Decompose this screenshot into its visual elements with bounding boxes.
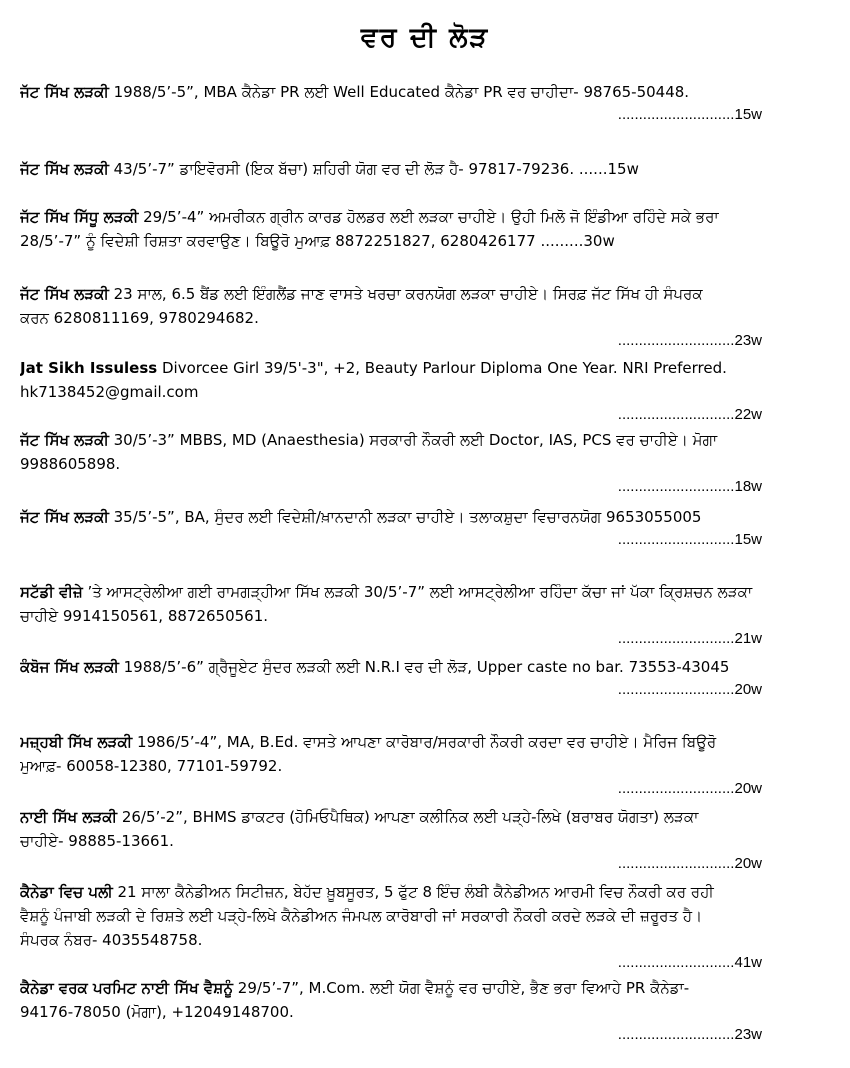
- ad-line: [20, 829, 832, 853]
- ad-text: 30/5’-3” MBBS, MD (Anaesthesia) ਸਰਕਾਰੀ ਨੌਕਰੀ ਲਈ Doctor, IAS, PCS ਵਰ ਚਾਹੀਏ। ਮੋਗਾ: [108, 431, 718, 449]
- ad-text: ਵੈਸ਼ਨੂੰ ਪੰਜਾਬੀ ਲੜਕੀ ਦੇ ਰਿਸ਼ਤੇ ਲਈ ਪੜ੍ਹੇ-ਲਿਖੇ ਕੈਨੇਡੀਅਨ ਜੰਮਪਲ ਕਾਰੋਬਾਰੀ ਜਾਂ ਸਰਕਾਰੀ ਨੌਕਰੀ ਕਰਦੇ ਲੜਕੇ ਦੀ ਜ਼ਰੂਰਤ ਹੈ।: [20, 907, 703, 925]
- ad-line: [20, 730, 832, 754]
- ad-entry: [20, 505, 832, 551]
- ad-entry: [20, 80, 832, 126]
- ad-line: [20, 754, 832, 778]
- ad-heading: ਨਾਈ ਸਿੱਖ ਲੜਕੀ: [20, 808, 118, 826]
- ad-text: 26/5’-2”, BHMS ਡਾਕਟਰ (ਹੋਮਿਓਪੈਥਿਕ) ਆਪਣਾ ਕਲੀਨਿਕ ਲਈ ਪੜ੍ਹੇ-ਲਿਖੇ (ਬਰਾਬਰ ਯੋਗਤਾ) ਲੜਕਾ: [117, 808, 699, 826]
- ad-entry: [20, 976, 832, 1046]
- ad-line: [20, 229, 832, 253]
- ad-line: [20, 157, 832, 181]
- ad-entry: [20, 880, 832, 974]
- ad-text: 35/5’-5”, BA, ਸੁੰਦਰ ਲਈ ਵਿਦੇਸ਼ੀ/ਖ਼ਾਨਦਾਨੀ ਲੜਕਾ ਚਾਹੀਏ। ਤਲਾਕਸ਼ੁਦਾ ਵਿਚਾਰਨਯੋਗ 9653055005: [108, 508, 702, 526]
- ad-entry: [20, 356, 832, 426]
- ad-code: ............................23w: [617, 332, 762, 349]
- ad-line: [20, 80, 832, 104]
- ad-line: [20, 655, 832, 679]
- ad-heading: ਕੈਨੇਡਾ ਵਿਚ ਪਲੀ: [20, 883, 113, 901]
- ad-text: 29/5’-7”, M.Com. ਲਈ ਯੋਗ ਵੈਸ਼ਨੂੰ ਵਰ ਚਾਹੀਏ, ਭੈਣ ਭਰਾ ਵਿਆਹੇ PR ਕੈਨੇਡਾ-: [233, 979, 690, 997]
- ad-entry: [20, 428, 832, 498]
- ad-heading: ਜੱਟ ਸਿੱਖ ਲੜਕੀ: [20, 83, 109, 101]
- ad-entry: [20, 205, 832, 253]
- ad-code: ............................20w: [617, 855, 762, 872]
- ad-text: 29/5’-4” ਅਮਰੀਕਨ ਗ੍ਰੀਨ ਕਾਰਡ ਹੋਲਡਰ ਲਈ ਲੜਕਾ ਚਾਹੀਏ। ਉਹੀ ਮਿਲੋ ਜੋ ਇੰਡੀਆ ਰਹਿੰਦੇ ਸਕੇ ਭਰਾ: [138, 208, 719, 226]
- ad-text: 43/5’-7” ਡਾਇਵੋਰਸੀ (ਇਕ ਬੱਚਾ) ਸ਼ਹਿਰੀ ਯੋਗ ਵਰ ਦੀ ਲੋੜ ਹੈ- 97817-79236. ......15w: [108, 160, 639, 178]
- ad-text: Divorcee Girl 39/5'-3", +2, Beauty Parlour Diploma One Year. NRI Preferred.: [157, 359, 727, 377]
- ad-line: [20, 580, 832, 604]
- ad-heading: ਜੱਟ ਸਿੱਖ ਲੜਕੀ: [20, 160, 109, 178]
- ad-code: ............................15w: [617, 531, 762, 548]
- ad-code: ............................20w: [617, 681, 762, 698]
- ad-text: hk7138452@gmail.com: [20, 383, 199, 401]
- ad-entry: [20, 805, 832, 875]
- ad-text: ਚਾਹੀਏ- 98885-13661.: [20, 832, 174, 850]
- ad-code: ............................18w: [617, 478, 762, 495]
- ad-code: ............................22w: [617, 406, 762, 423]
- ad-heading: ਜੱਟ ਸਿੱਖ ਸਿੱਧੂ ਲੜਕੀ: [20, 208, 139, 226]
- page-title: ਵਰ ਦੀ ਲੋੜ: [360, 22, 490, 53]
- ad-text: 28/5’-7” ਨੂੰ ਵਿਦੇਸ਼ੀ ਰਿਸ਼ਤਾ ਕਰਵਾਉਣ। ਬਿਊਰੋ ਮੁਆਫ਼ 8872251827, 6280426177 .........30w: [20, 232, 615, 250]
- ad-heading: ਕੰਬੋਜ ਸਿੱਖ ਲੜਕੀ: [20, 658, 119, 676]
- ad-text: ਕਰਨ 6280811169, 9780294682.: [20, 309, 259, 327]
- ad-line: [20, 805, 832, 829]
- ad-text: ਮੁਆਫ਼- 60058-12380, 77101-59792.: [20, 757, 283, 775]
- ad-line: [20, 205, 832, 229]
- ad-entry: [20, 157, 832, 181]
- ad-line: [20, 976, 832, 1000]
- ad-line: [20, 604, 832, 628]
- ad-line: [20, 282, 832, 306]
- ad-line: [20, 428, 832, 452]
- ad-heading: ਜੱਟ ਸਿੱਖ ਲੜਕੀ: [20, 431, 109, 449]
- ad-entry: [20, 655, 832, 701]
- ad-heading: ਮਜ਼੍ਹਬੀ ਸਿੱਖ ਲੜਕੀ: [20, 733, 133, 751]
- ad-line: [20, 306, 832, 330]
- ad-heading: Jat Sikh Issuless: [20, 359, 158, 377]
- ad-entry: [20, 282, 832, 352]
- ad-heading: ਜੱਟ ਸਿੱਖ ਲੜਕੀ: [20, 285, 109, 303]
- ad-text: 1986/5’-4”, MA, B.Ed. ਵਾਸਤੇ ਆਪਣਾ ਕਾਰੋਬਾਰ/ਸਰਕਾਰੀ ਨੌਕਰੀ ਕਰਦਾ ਵਰ ਚਾਹੀਏ। ਮੈਰਿਜ ਬਿਊਰੋ: [132, 733, 717, 751]
- ad-line: [20, 880, 832, 904]
- ad-text: ਸੰਪਰਕ ਨੰਬਰ- 4035548758.: [20, 931, 203, 949]
- ad-text: ’ਤੇ ਆਸਟ੍ਰੇਲੀਆ ਗਈ ਰਾਮਗੜ੍ਹੀਆ ਸਿੱਖ ਲੜਕੀ 30/5’-7” ਲਈ ਆਸਟ੍ਰੇਲੀਆ ਰਹਿੰਦਾ ਕੱਚਾ ਜਾਂ ਪੱਕਾ ਕ੍ਰਿਸ਼ਚਨ ਲੜਕਾ: [82, 583, 753, 601]
- ad-heading: ਜੱਟ ਸਿੱਖ ਲੜਕੀ: [20, 508, 109, 526]
- ad-line: [20, 505, 832, 529]
- ad-text: ਚਾਹੀਏ 9914150561, 8872650561.: [20, 607, 269, 625]
- ad-text: 9988605898.: [20, 455, 121, 473]
- ad-text: 21 ਸਾਲਾ ਕੈਨੇਡੀਅਨ ਸਿਟੀਜ਼ਨ, ਬੇਹੱਦ ਖ਼ੂਬਸੂਰਤ, 5 ਫੁੱਟ 8 ਇੰਚ ਲੰਬੀ ਕੈਨੇਡੀਅਨ ਆਰਮੀ ਵਿਚ ਨੌਕਰੀ ਕਰ ਰਹੀ: [112, 883, 714, 901]
- ad-code: ............................15w: [617, 106, 762, 123]
- ad-line: [20, 904, 832, 928]
- ad-entry: [20, 580, 832, 650]
- ad-heading: ਕੈਨੇਡਾ ਵਰਕ ਪਰਮਿਟ ਨਾਈ ਸਿੱਖ ਵੈਸ਼ਨੂੰ: [20, 979, 234, 997]
- ad-text: 1988/5’-5”, MBA ਕੈਨੇਡਾ PR ਲਈ Well Educated ਕੈਨੇਡਾ PR ਵਰ ਚਾਹੀਦਾ- 98765-50448.: [108, 83, 690, 101]
- ad-line: [20, 380, 832, 404]
- ad-line: [20, 1000, 832, 1024]
- ad-code: ............................23w: [617, 1026, 762, 1043]
- ad-code: ............................21w: [617, 630, 762, 647]
- ad-line: [20, 356, 832, 380]
- ad-text: 1988/5’-6” ਗ੍ਰੈਜੂਏਟ ਸੁੰਦਰ ਲੜਕੀ ਲਈ N.R.I ਵਰ ਦੀ ਲੋੜ, Upper caste no bar. 73553-43045: [118, 658, 730, 676]
- ad-text: 94176-78050 (ਮੋਗਾ), +12049148700.: [20, 1003, 294, 1021]
- ad-entry: [20, 730, 832, 800]
- ad-text: 23 ਸਾਲ, 6.5 ਬੈਂਡ ਲਈ ਇੰਗਲੈਂਡ ਜਾਣ ਵਾਸਤੇ ਖਰਚਾ ਕਰਨਯੋਗ ਲੜਕਾ ਚਾਹੀਏ। ਸਿਰਫ਼ ਜੱਟ ਸਿੱਖ ਹੀ ਸੰਪਰਕ: [108, 285, 703, 303]
- ad-code: ............................41w: [617, 954, 762, 971]
- ad-code: ............................20w: [617, 780, 762, 797]
- ad-heading: ਸਟੱਡੀ ਵੀਜ਼ੇ: [20, 583, 83, 601]
- ad-line: [20, 452, 832, 476]
- ad-line: [20, 928, 832, 952]
